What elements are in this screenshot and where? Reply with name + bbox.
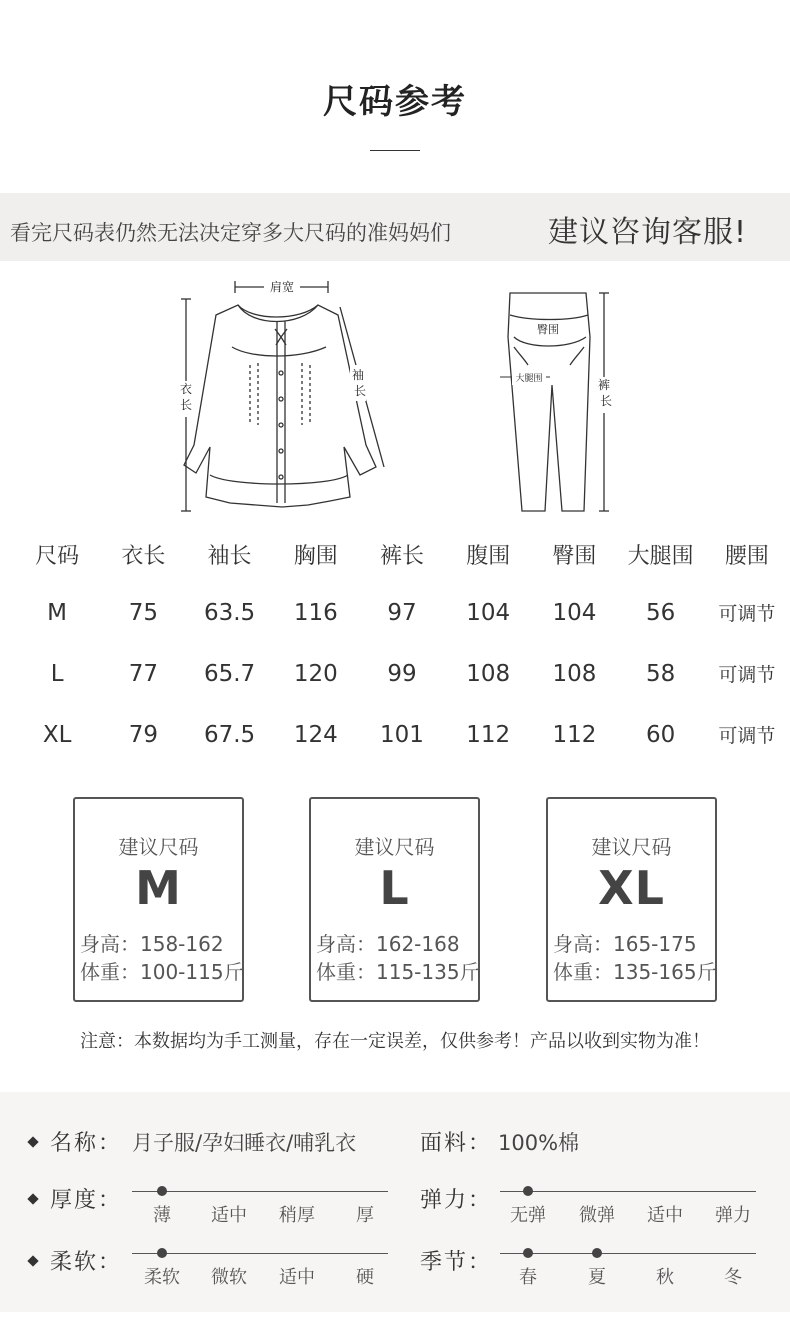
scale-option: 弹力 [715, 1205, 751, 1226]
season-scale [500, 1243, 756, 1288]
recommend-height: 身高：162-168 [316, 932, 460, 956]
diamond-bullet-icon [27, 1255, 38, 1266]
scale-track [132, 1191, 388, 1192]
table-row [14, 704, 790, 765]
size-table-header [14, 526, 790, 582]
param-value: 月子服/孕妇睡衣/哺乳衣 [132, 1131, 357, 1155]
scale-option: 适中 [647, 1205, 683, 1226]
table-cell: 104 [552, 599, 597, 626]
softness-scale [132, 1243, 388, 1288]
table-cell: 120 [293, 660, 338, 687]
shoulder-label: 肩宽 [269, 280, 295, 294]
table-cell: 63.5 [203, 599, 256, 626]
recommend-height: 身高：165-175 [553, 932, 697, 956]
param-key: 季节： [420, 1250, 493, 1275]
param-key: 面料： [420, 1131, 493, 1156]
header-cell: 腰围 [724, 543, 769, 569]
table-cell: 可调节 [718, 725, 776, 747]
banner-left-text: 看完尺码表仍然无法决定穿多大尺码的准妈妈们 [10, 221, 451, 245]
recommend-weight: 体重：115-135斤 [316, 960, 480, 984]
header-cell: 臀围 [552, 543, 597, 569]
measurement-notice: 注意：本数据均为手工测量，存在一定误差，仅供参考！产品以收到实物为准！ [80, 1031, 710, 1052]
scale-option: 春 [519, 1267, 537, 1288]
param-key: 名称： [50, 1131, 123, 1156]
param-key: 厚度： [50, 1188, 123, 1213]
table-cell: 112 [552, 721, 597, 748]
table-cell: 56 [646, 599, 676, 626]
table-cell: 104 [466, 599, 511, 626]
table-cell: 79 [128, 721, 158, 748]
table-cell: 124 [293, 721, 338, 748]
scale-track [132, 1253, 388, 1254]
scale-option: 柔软 [144, 1267, 180, 1288]
param-row-thickness [0, 1181, 790, 1226]
scale-marker [523, 1186, 533, 1196]
table-cell: 101 [380, 721, 424, 748]
top-length-label-1: 衣 [179, 382, 193, 396]
table-row [14, 643, 790, 704]
header-cell: 尺码 [35, 543, 80, 569]
recommend-weight: 体重：100-115斤 [80, 960, 244, 984]
scale-option: 无弹 [510, 1205, 546, 1226]
scale-option: 秋 [656, 1267, 674, 1288]
table-cell: M [47, 599, 68, 626]
table-cell: XL [42, 721, 72, 748]
scale-marker [157, 1248, 167, 1258]
scale-option: 硬 [356, 1267, 374, 1288]
header-cell: 衣长 [121, 543, 166, 569]
product-params [0, 1092, 790, 1312]
scale-option: 微软 [211, 1267, 247, 1288]
hip-label: 臀围 [537, 323, 559, 336]
garment-illustration [0, 275, 790, 525]
thigh-label: 大腿围 [515, 374, 543, 384]
header-cell: 大腿围 [627, 543, 694, 569]
param-key: 柔软： [50, 1250, 123, 1275]
table-cell: L [50, 660, 64, 687]
scale-option: 冬 [724, 1267, 742, 1288]
sleeve-label-1: 袖 [351, 368, 365, 382]
recommend-size: L [379, 861, 410, 915]
scale-option: 厚 [356, 1205, 374, 1226]
diamond-bullet-icon [27, 1136, 38, 1147]
page-title: 尺码参考 [323, 82, 467, 122]
scale-track [500, 1253, 756, 1254]
scale-option: 适中 [279, 1267, 315, 1288]
table-cell: 77 [128, 660, 158, 687]
param-value: 100%棉 [498, 1131, 580, 1155]
header-cell: 袖长 [207, 543, 252, 569]
top-length-label-2: 长 [179, 398, 193, 412]
scale-track [500, 1191, 756, 1192]
pants-length-label-2: 长 [599, 394, 613, 408]
scale-marker [592, 1248, 602, 1258]
recommend-size: XL [598, 861, 665, 915]
thickness-scale [132, 1181, 388, 1226]
scale-option: 夏 [588, 1267, 606, 1288]
header-cell: 胸围 [293, 543, 338, 569]
elasticity-scale [500, 1181, 756, 1226]
table-cell: 116 [293, 599, 338, 626]
advice-banner [0, 193, 790, 261]
table-cell: 108 [552, 660, 597, 687]
header-cell: 裤长 [379, 543, 424, 569]
sleeve-label-2: 长 [353, 384, 367, 398]
param-row-softness [0, 1243, 790, 1288]
title-divider [370, 150, 420, 151]
recommend-card-l [309, 797, 480, 1002]
recommend-label: 建议尺码 [354, 835, 435, 859]
recommend-size: M [135, 861, 182, 915]
table-cell: 97 [387, 599, 417, 626]
param-key: 弹力： [420, 1188, 493, 1213]
table-cell: 58 [646, 660, 676, 687]
table-cell: 99 [387, 660, 417, 687]
table-row [14, 582, 790, 643]
table-cell: 75 [128, 599, 158, 626]
table-cell: 65.7 [203, 660, 256, 687]
recommend-height: 身高：158-162 [80, 932, 224, 956]
recommend-weight: 体重：135-165斤 [553, 960, 717, 984]
scale-marker [157, 1186, 167, 1196]
table-cell: 112 [466, 721, 511, 748]
table-cell: 60 [646, 721, 676, 748]
diamond-bullet-icon [27, 1193, 38, 1204]
table-cell: 108 [466, 660, 511, 687]
scale-option: 微弹 [579, 1205, 615, 1226]
recommend-card-m [73, 797, 244, 1002]
recommend-card-xl [546, 797, 717, 1002]
scale-option: 薄 [153, 1205, 171, 1226]
recommend-label: 建议尺码 [591, 835, 672, 859]
table-cell: 可调节 [718, 664, 776, 686]
table-cell: 67.5 [203, 721, 256, 748]
recommend-label: 建议尺码 [118, 835, 199, 859]
scale-option: 适中 [211, 1205, 247, 1226]
table-cell: 可调节 [718, 603, 776, 625]
size-table [14, 526, 790, 765]
scale-option: 稍厚 [279, 1205, 315, 1226]
banner-right-text: 建议咨询客服! [548, 215, 748, 250]
scale-marker [523, 1248, 533, 1258]
pants-length-label-1: 裤 [597, 378, 611, 392]
param-row-name [0, 1124, 790, 1164]
header-cell: 腹围 [466, 543, 511, 569]
